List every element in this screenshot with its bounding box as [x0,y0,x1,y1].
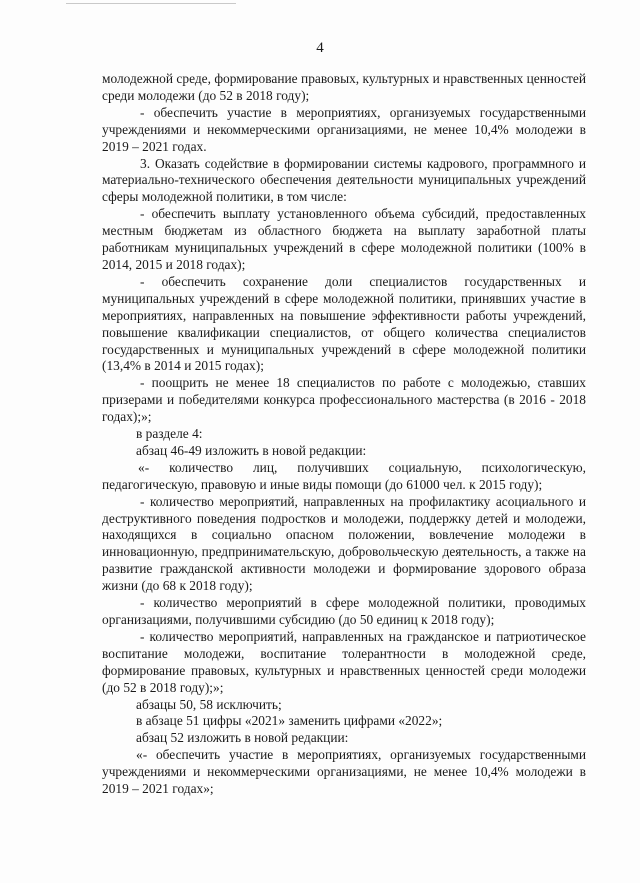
paragraph-7: в разделе 4: [136,426,203,442]
paragraph-14: в абзаце 51 цифры «2021» заменить цифрами «2022»; [136,713,443,729]
paragraph-2: - обеспечить участие в мероприятиях, организуемых государственными учреждениями и некоммерческими организациями, не менее 10,4% молодежи в 2019 – 2021 годах. [102,104,586,154]
paragraph-6: - поощрить не менее 18 специалистов по работе с молодежью, ставших призерами и победителями конкурса профессионального мастерства (в 2016 - 2018 годах);»; [102,375,586,425]
document-body [102,71,586,798]
scan-edge-line [66,3,236,4]
paragraph-9: «- количество лиц, получивших социальную, психологическую, педагогическую, правовую и иные виды помощи (до 61000 чел. к 2015 году); [102,459,586,492]
page-number: 4 [316,40,324,56]
paragraph-12: - количество мероприятий, направленных на гражданское и патриотическое воспитание молодежи, воспитание толерантности в молодежной среде, формирование правовых, культурных и нравственных ценностей среди молодежи (до 52 в 2018 году);»; [102,628,586,695]
paragraph-15: абзац 52 изложить в новой редакции: [136,730,349,746]
paragraph-16: «- обеспечить участие в мероприятиях, организуемых государственными учреждениями и некоммерческими организациями, не менее 10,4% молодежи в 2019 – 2021 годах»; [102,747,586,797]
paragraph-5: - обеспечить сохранение доли специалистов государственных и муниципальных учреждений в сфере молодежной политики, принявших участие в мероприятиях, направленных на повышение эффективности работы учреждений, повышение квалификации специалистов, от общего количества специалистов государственных и муниципальных учреждений в сфере молодежной политики (13,4% в 2014 и 2015 годах); [102,273,586,374]
paragraph-13: абзацы 50, 58 исключить; [136,696,282,712]
paragraph-3: 3. Оказать содействие в формировании системы кадрового, программного и материально-технического обеспечения деятельности муниципальных учреждений сферы молодежной политики, в том числе: [102,155,586,205]
paragraph-11: - количество мероприятий в сфере молодежной политики, проводимых организациями, получившими субсидию (до 50 единиц к 2018 году); [102,595,586,627]
paragraph-1: молодежной среде, формирование правовых, культурных и нравственных ценностей среди молодежи (до 52 в 2018 году); [102,71,586,103]
paragraph-10: - количество мероприятий, направленных на профилактику асоциального и деструктивного поведения подростков и молодежи, поддержку детей и молодежи, находящихся в социально опасном положении, вовлечение молодежи в инновационную, предпринимательскую, добровольческую деятельность, а также на развитие гражданской активности молодежи и формирование здорового образа жизни (до 68 к 2018 году); [102,493,586,594]
paragraph-8: абзац 46-49 изложить в новой редакции: [136,442,367,458]
paragraph-4: - обеспечить выплату установленного объема субсидий, предоставленных местным бюджетам из областного бюджета на выплату заработной платы работникам муниципальных учреждений в сфере молодежной политики (100% в 2014, 2015 и 2018 годах); [102,206,586,272]
